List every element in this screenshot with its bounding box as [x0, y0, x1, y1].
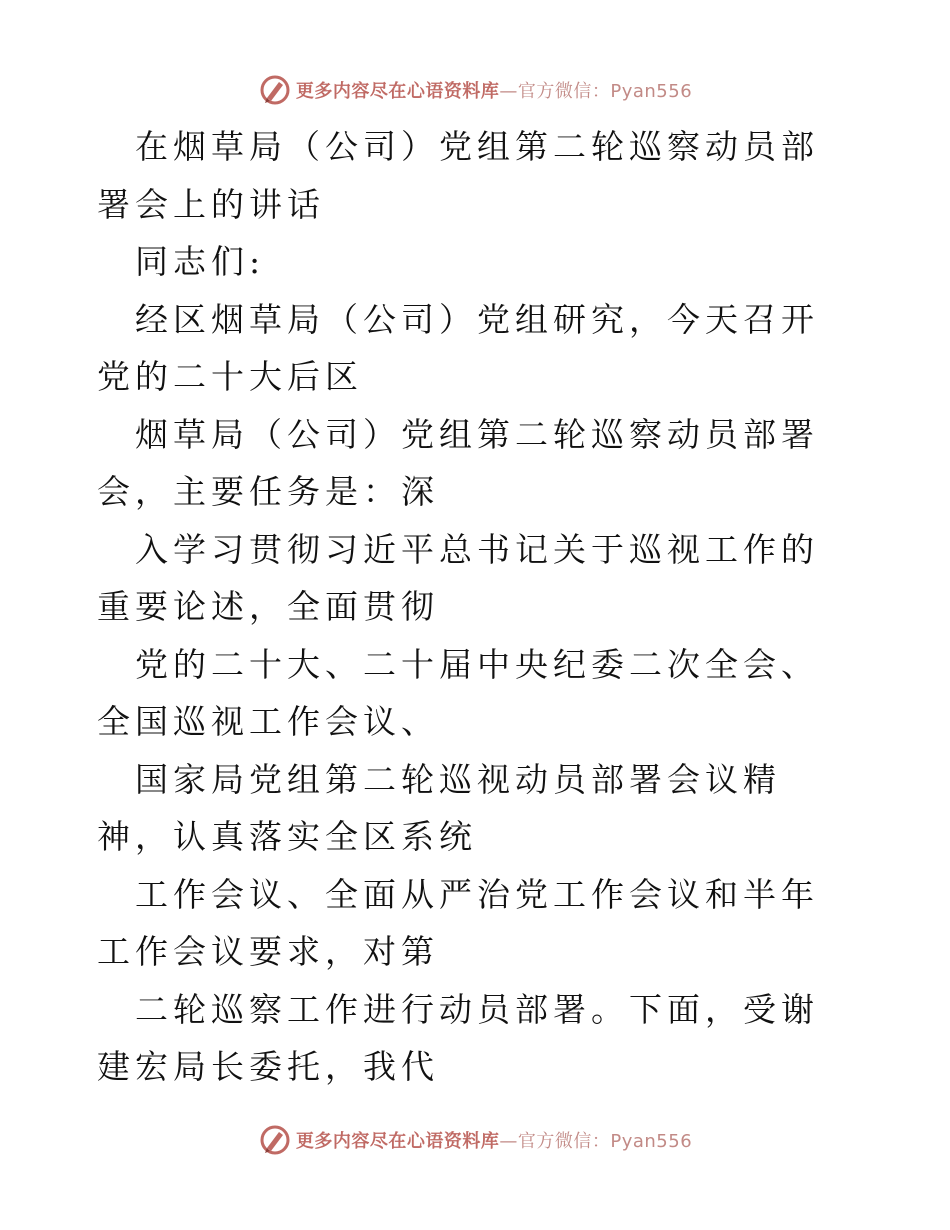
pen-logo-icon [258, 73, 292, 107]
document-body [97, 118, 855, 1096]
pen-logo-icon [258, 1123, 292, 1157]
body-paragraph: 国家局党组第二轮巡视动员部署会议精神，认真落实全区系统 [97, 759, 781, 856]
watermark-separator: — [499, 81, 518, 102]
body-paragraph: 经区烟草局（公司）党组研究，今天召开党的二十大后区 [97, 299, 819, 396]
watermark-contact-id: Pyan556 [610, 1131, 693, 1152]
watermark-brand: 更多内容尽在心语资料库 [295, 81, 500, 102]
body-paragraph: 二轮巡察工作进行动员部署。下面，受谢建宏局长委托，我代 [97, 989, 819, 1086]
body-paragraph: 工作会议、全面从严治党工作会议和半年工作会议要求，对第 [97, 874, 819, 971]
watermark-contact-label: 官方微信： [517, 1131, 611, 1152]
body-paragraph: 入学习贯彻习近平总书记关于巡视工作的重要论述，全面贯彻 [97, 529, 819, 626]
footer-watermark [0, 1118, 950, 1162]
body-paragraph: 党的二十大、二十届中央纪委二次全会、全国巡视工作会议、 [97, 644, 819, 741]
watermark-separator: — [499, 1131, 518, 1152]
watermark-brand: 更多内容尽在心语资料库 [295, 1131, 500, 1152]
document-title: 在烟草局（公司）党组第二轮巡察动员部署会上的讲话 [97, 127, 819, 224]
watermark-contact-label: 官方微信： [517, 81, 611, 102]
watermark-contact-id: Pyan556 [610, 81, 693, 102]
salutation: 同志们: [135, 242, 266, 281]
body-paragraph: 烟草局（公司）党组第二轮巡察动员部署会，主要任务是：深 [97, 414, 819, 511]
header-watermark [0, 68, 950, 112]
